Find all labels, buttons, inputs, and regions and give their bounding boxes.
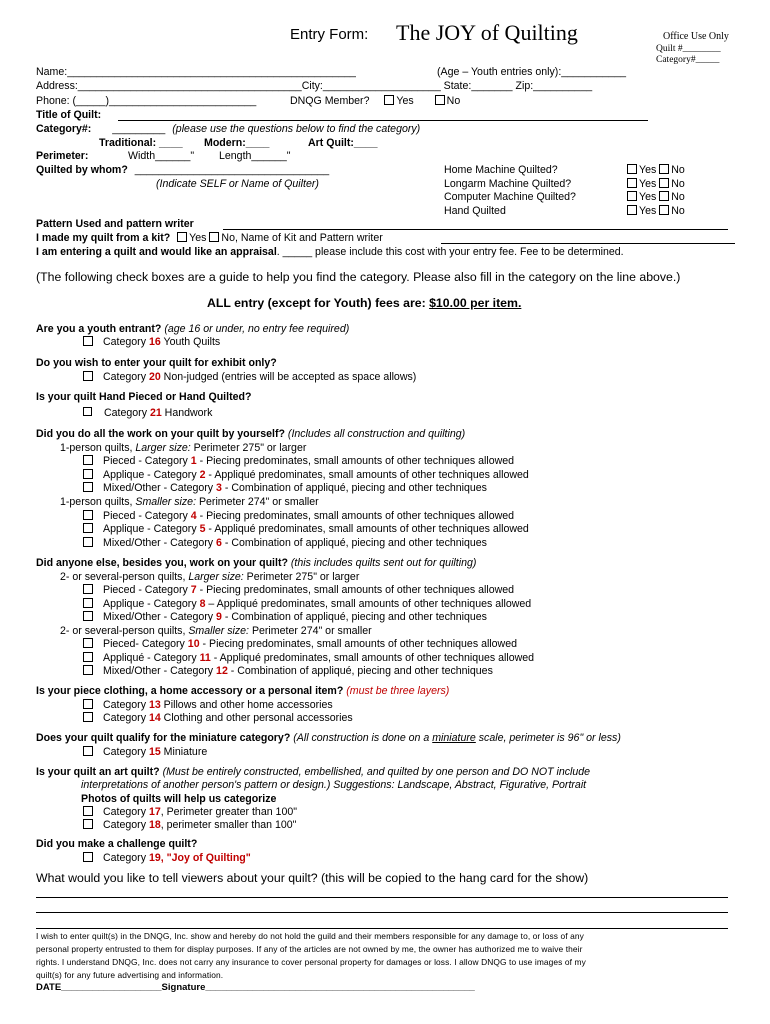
category-8-option <box>83 598 531 610</box>
fee-line <box>207 296 521 310</box>
hand-question: Is your quilt Hand Pieced or Hand Quilted? <box>36 391 252 403</box>
category-15-text: Category <box>103 746 149 758</box>
category-14-option <box>83 712 353 724</box>
category-6-text: Mixed/Other - Category <box>103 537 217 549</box>
youth-question <box>36 323 349 335</box>
home-no-checkbox[interactable] <box>659 164 669 174</box>
name-field[interactable]: Name:_________________________________________________ <box>36 66 356 78</box>
kit-no-checkbox[interactable] <box>209 232 219 242</box>
category-5-checkbox[interactable] <box>83 523 93 533</box>
youth-hint: (age 16 or under, no entry fee required) <box>164 323 350 335</box>
guide-intro: (The following check boxes are a guide to help you find the category. Please also fill in the category on the line above.) <box>36 270 681 284</box>
category-blank[interactable]: _________ <box>112 123 166 135</box>
one-person-large-b: Perimeter 275" or larger <box>190 442 307 454</box>
appraisal-label: I am entering a quilt and would like an appraisal <box>36 246 277 258</box>
category-1-option <box>83 455 514 467</box>
category-4-checkbox[interactable] <box>83 510 93 520</box>
title-of-quilt-line[interactable] <box>118 120 648 121</box>
miniature-question <box>36 732 621 744</box>
category-16-checkbox[interactable] <box>83 336 93 346</box>
category-19-text: Category <box>103 852 149 864</box>
category-18-number: 18 <box>148 819 161 831</box>
dnqg-member-question <box>290 95 460 107</box>
length-field[interactable]: Length______" <box>219 150 291 162</box>
machine-row-hand-options <box>627 205 685 217</box>
traditional-field[interactable]: Traditional: ____ <box>99 137 183 149</box>
category-3-checkbox[interactable] <box>83 482 93 492</box>
category-7-text: Pieced - Category <box>103 584 191 596</box>
category-16-text: Category <box>103 336 149 348</box>
width-field[interactable]: Width______" <box>128 150 195 162</box>
hand-no-label: No <box>671 205 685 217</box>
category-13-checkbox[interactable] <box>83 699 93 709</box>
category-10-option <box>83 638 517 650</box>
category-15-desc: Miniature <box>160 746 208 758</box>
exhibit-question: Do you wish to enter your quilt for exhibit only? <box>36 357 277 369</box>
kit-yes-label: Yes <box>189 232 207 244</box>
category-21-checkbox[interactable] <box>83 407 92 416</box>
category-18-text: Category <box>103 819 149 831</box>
category-13-number: 13 <box>148 699 161 711</box>
one-person-large-size: Larger size: <box>135 442 191 454</box>
one-person-large-heading <box>60 442 306 454</box>
category-10-text: Pieced- Category <box>103 638 188 650</box>
appraisal-detail[interactable]: . _____ please include this cost with your entry fee. Fee to be determined. <box>276 246 624 258</box>
multi-person-large-a: 2- or several-person quilts, <box>60 571 189 583</box>
tell-viewers-line-3[interactable] <box>36 928 728 929</box>
category-12-option <box>83 665 493 677</box>
perimeter-label: Perimeter: <box>36 150 89 162</box>
machine-row-longarm-options <box>627 178 685 190</box>
office-quilt-number: Quilt #________ <box>656 44 721 54</box>
machine-row-hand: Hand Quilted <box>444 205 506 217</box>
pattern-used-label: Pattern Used and pattern writer <box>36 218 194 230</box>
category-2-desc: - Appliqué predominates, small amounts of other techniques allowed <box>205 469 529 481</box>
category-20-number: 20 <box>148 371 161 383</box>
category-2-checkbox[interactable] <box>83 469 93 479</box>
category-14-number: 14 <box>148 712 161 724</box>
home-yes-label: Yes <box>639 164 657 176</box>
category-16-option <box>83 336 220 348</box>
category-11-checkbox[interactable] <box>83 652 93 662</box>
art-question-text: Is your quilt an art quilt? <box>36 766 160 778</box>
category-8-desc: – Appliqué predominates, small amounts of other techniques allowed <box>205 598 532 610</box>
category-17-desc: , Perimeter greater than 100" <box>160 806 297 818</box>
category-12-number: 12 <box>216 665 228 677</box>
address-field[interactable]: Address:______________________________________City:____________________ State:_______ Zip:__________ <box>36 80 593 92</box>
modern-field[interactable]: Modern:____ <box>204 137 270 149</box>
machine-row-longarm: Longarm Machine Quilted? <box>444 178 572 190</box>
self-question <box>36 428 465 440</box>
appraisal-row <box>36 246 624 258</box>
category-20-text: Category <box>103 371 149 383</box>
tell-viewers-line-1[interactable] <box>36 897 728 898</box>
one-person-small-a: 1-person quilts, <box>60 496 136 508</box>
category-19-option <box>83 852 251 864</box>
category-hint: (please use the questions below to find the category) <box>172 123 421 135</box>
category-9-option <box>83 611 487 623</box>
category-12-desc: - Combination of appliqué, piecing and other techniques <box>227 665 493 677</box>
quilted-by-label: Quilted by whom? <box>36 164 128 176</box>
form-title: The JOY of Quilting <box>396 20 578 45</box>
multi-person-large-size: Larger size: <box>188 571 244 583</box>
pattern-used-line[interactable] <box>223 229 728 230</box>
multi-person-small-a: 2- or several-person quilts, <box>60 625 189 637</box>
category-8-number: 8 <box>199 598 206 610</box>
tell-viewers-line-2[interactable] <box>36 912 728 913</box>
art-question <box>36 766 590 778</box>
multi-person-small-b: Perimeter 274" or smaller <box>249 625 372 637</box>
category-15-number: 15 <box>148 746 161 758</box>
challenge-question: Did you make a challenge quilt? <box>36 838 198 850</box>
else-question <box>36 557 476 569</box>
category-21-text: Category <box>104 407 150 419</box>
category-19-number: 19, "Joy of Quilting" <box>148 852 251 864</box>
longarm-no-label: No <box>671 178 685 190</box>
miniature-hint-underlined: miniature <box>432 732 476 744</box>
dnqg-no-checkbox[interactable] <box>435 95 445 105</box>
category-17-text: Category <box>103 806 149 818</box>
category-11-option <box>83 652 534 664</box>
category-21-desc: Handwork <box>161 407 213 419</box>
quilted-by-row <box>36 164 329 176</box>
miniature-hint-a: (All construction is done on a <box>293 732 433 744</box>
category-7-option <box>83 584 514 596</box>
clothing-question <box>36 685 449 697</box>
computer-no-checkbox[interactable] <box>659 191 669 201</box>
miniature-question-text: Does your quilt qualify for the miniature category? <box>36 732 291 744</box>
dnqg-yes-label: Yes <box>396 95 414 107</box>
category-1-checkbox[interactable] <box>83 455 93 465</box>
home-yes-checkbox[interactable] <box>627 164 637 174</box>
category-6-number: 6 <box>216 537 222 549</box>
disclaimer-line-3: rights. I understand DNQG, Inc. does not carry any insurance to cover personal property for damages or loss. I allow DNQG to use images of my <box>36 957 586 967</box>
category-21-number: 21 <box>149 407 162 419</box>
multi-person-small-heading <box>60 625 372 637</box>
office-use-label: Office Use Only <box>663 31 729 42</box>
category-10-desc: - Piecing predominates, small amounts of other techniques allowed <box>199 638 517 650</box>
disclaimer-line-1: I wish to enter quilt(s) in the DNQG, Inc. show and hereby do not hold the guild and their members responsible for any damage to, or loss of any <box>36 931 584 941</box>
category-3-desc: - Combination of appliqué, piecing and other techniques <box>221 482 487 494</box>
category-3-text: Mixed/Other - Category <box>103 482 217 494</box>
youth-question-text: Are you a youth entrant? <box>36 323 162 335</box>
hand-yes-checkbox[interactable] <box>627 205 637 215</box>
category-11-text: Appliqué - Category <box>103 652 200 664</box>
quilted-by-hint: (Indicate SELF or Name of Quilter) <box>156 178 319 190</box>
category-18-checkbox[interactable] <box>83 819 93 829</box>
dnqg-member-label: DNQG Member? <box>290 95 370 107</box>
category-7-checkbox[interactable] <box>83 584 93 594</box>
category-6-option <box>83 537 487 549</box>
category-5-text: Applique - Category <box>103 523 200 535</box>
category-2-option <box>83 469 529 481</box>
category-9-desc: - Combination of appliqué, piecing and other techniques <box>221 611 487 623</box>
photos-note: Photos of quilts will help us categorize <box>81 793 277 805</box>
disclaimer-line-2: personal property entrusted to them for display purposes. If any of the articles are not owned by me, the owner has authorized me to waive their <box>36 944 583 954</box>
fee-text: ALL entry (except for Youth) fees are: <box>207 296 430 310</box>
category-6-desc: - Combination of appliqué, piecing and other techniques <box>221 537 487 549</box>
category-3-number: 3 <box>216 482 222 494</box>
category-10-number: 10 <box>187 638 200 650</box>
tell-viewers-prompt: What would you like to tell viewers about your quilt? (this will be copied to the hang card for the show) <box>36 871 589 885</box>
category-16-number: 16 <box>148 336 161 348</box>
title-of-quilt-label: Title of Quilt: <box>36 109 102 121</box>
one-person-small-heading <box>60 496 319 508</box>
art-hint-line2: interpretations of another person's pattern or design.) Suggestions: Landscape, Abstract, Figurative, Portrait <box>81 779 587 791</box>
category-9-number: 9 <box>216 611 222 623</box>
home-no-label: No <box>671 164 685 176</box>
category-5-option <box>83 523 529 535</box>
multi-person-small-size: Smaller size: <box>188 625 249 637</box>
dnqg-yes-checkbox[interactable] <box>384 95 394 105</box>
category-20-option <box>83 371 416 383</box>
phone-field[interactable]: Phone: (_____)_________________________ <box>36 95 257 107</box>
machine-row-computer: Computer Machine Quilted? <box>444 191 576 203</box>
category-5-desc: - Appliqué predominates, small amounts of other techniques allowed <box>205 523 529 535</box>
category-11-desc: - Appliqué predominates, small amounts of other techniques allowed <box>210 652 535 664</box>
category-14-desc: Clothing and other personal accessories <box>160 712 353 724</box>
category-1-desc: - Piecing predominates, small amounts of other techniques allowed <box>196 455 515 467</box>
category-1-number: 1 <box>190 455 197 467</box>
multi-person-large-b: Perimeter 275" or larger <box>243 571 360 583</box>
category-2-number: 2 <box>199 469 206 481</box>
quilted-by-blank[interactable]: _________________________________ <box>134 164 330 176</box>
category-7-number: 7 <box>190 584 197 596</box>
hand-yes-label: Yes <box>639 205 657 217</box>
category-19-checkbox[interactable] <box>83 852 93 862</box>
multi-person-large-heading <box>60 571 359 583</box>
category-3-option <box>83 482 487 494</box>
one-person-small-size: Smaller size: <box>135 496 197 508</box>
category-13-option <box>83 699 333 711</box>
category-12-text: Mixed/Other - Category <box>103 665 217 677</box>
hand-no-checkbox[interactable] <box>659 205 669 215</box>
category-5-number: 5 <box>199 523 206 535</box>
category-18-desc: , perimeter smaller than 100" <box>160 819 297 831</box>
dnqg-no-label: No <box>446 95 461 107</box>
computer-yes-label: Yes <box>639 191 657 203</box>
clothing-question-text: Is your piece clothing, a home accessory or a personal item? <box>36 685 344 697</box>
art-quilt-field[interactable]: Art Quilt:____ <box>308 137 378 149</box>
longarm-no-checkbox[interactable] <box>659 178 669 188</box>
category-7-desc: - Piecing predominates, small amounts of other techniques allowed <box>196 584 515 596</box>
miniature-hint-b: scale, perimeter is 96" or less) <box>475 732 621 744</box>
kit-name-line[interactable] <box>441 243 735 244</box>
category-4-number: 4 <box>190 510 197 522</box>
category-17-number: 17 <box>148 806 161 818</box>
computer-no-label: No <box>671 191 685 203</box>
category-6-checkbox[interactable] <box>83 537 93 547</box>
kit-yes-checkbox[interactable] <box>177 232 187 242</box>
kit-question: I made my quilt from a kit? <box>36 232 171 244</box>
office-category-number: Category#_____ <box>656 55 720 65</box>
category-4-desc: - Piecing predominates, small amounts of other techniques allowed <box>196 510 515 522</box>
art-hint-line1: (Must be entirely constructed, embellished, and quilted by one person and DO NOT include <box>162 766 591 778</box>
category-10-checkbox[interactable] <box>83 638 93 648</box>
fee-amount: $10.00 per item. <box>429 296 522 310</box>
category-4-text: Pieced - Category <box>103 510 191 522</box>
else-hint: (this includes quilts sent out for quilting) <box>290 557 477 569</box>
category-14-checkbox[interactable] <box>83 712 93 722</box>
kit-no-label: No, Name of Kit and Pattern writer <box>221 232 383 244</box>
category-13-text: Category <box>103 699 149 711</box>
machine-row-home: Home Machine Quilted? <box>444 164 558 176</box>
longarm-yes-checkbox[interactable] <box>627 178 637 188</box>
category-12-checkbox[interactable] <box>83 665 93 675</box>
category-20-checkbox[interactable] <box>83 371 93 381</box>
machine-row-computer-options <box>627 191 685 203</box>
category-21-option <box>83 407 212 419</box>
computer-yes-checkbox[interactable] <box>627 191 637 201</box>
category-15-checkbox[interactable] <box>83 746 93 756</box>
category-2-text: Applique - Category <box>103 469 200 481</box>
category-17-option <box>83 806 297 818</box>
category-16-desc: Youth Quilts <box>160 336 221 348</box>
category-15-option <box>83 746 207 758</box>
else-question-text: Did anyone else, besides you, work on your quilt? <box>36 557 288 569</box>
category-8-checkbox[interactable] <box>83 598 93 608</box>
machine-row-home-options <box>627 164 685 176</box>
self-hint: (Includes all construction and quilting) <box>287 428 466 440</box>
category-label: Category#: <box>36 123 92 135</box>
category-9-text: Mixed/Other - Category <box>103 611 217 623</box>
category-1-text: Pieced - Category <box>103 455 191 467</box>
one-person-small-b: Perimeter 274" or smaller <box>196 496 319 508</box>
category-9-checkbox[interactable] <box>83 611 93 621</box>
category-row <box>36 123 420 135</box>
longarm-yes-label: Yes <box>639 178 657 190</box>
kit-row <box>36 232 383 244</box>
category-8-text: Applique - Category <box>103 598 200 610</box>
category-18-option <box>83 819 296 831</box>
one-person-large-a: 1-person quilts, <box>60 442 136 454</box>
disclaimer-line-4: quilt(s) for any future advertising and information. <box>36 970 224 980</box>
self-question-text: Did you do all the work on your quilt by yourself? <box>36 428 285 440</box>
category-17-checkbox[interactable] <box>83 806 93 816</box>
category-4-option <box>83 510 514 522</box>
date-signature-line[interactable]: DATE___________________Signature___________________________________________________ <box>36 982 475 993</box>
category-20-desc: Non-judged (entries will be accepted as space allows) <box>160 371 417 383</box>
clothing-hint: (must be three layers) <box>346 685 450 697</box>
entry-form-label: Entry Form: <box>290 26 369 43</box>
age-field[interactable]: (Age – Youth entries only):___________ <box>437 66 627 78</box>
category-13-desc: Pillows and other home accessories <box>160 699 333 711</box>
category-11-number: 11 <box>199 652 211 664</box>
category-14-text: Category <box>103 712 149 724</box>
